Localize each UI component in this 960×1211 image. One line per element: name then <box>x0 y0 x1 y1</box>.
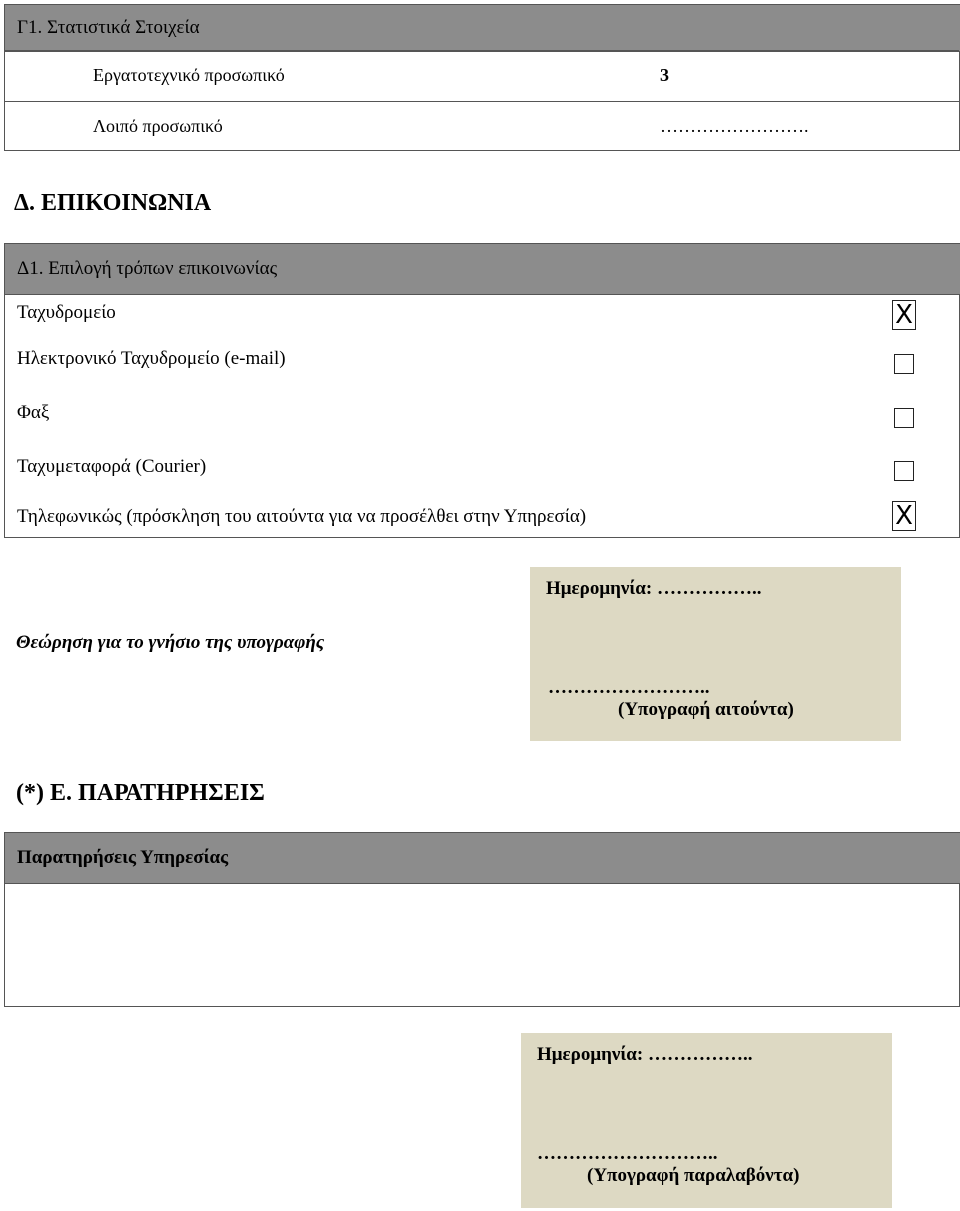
section-d-title: Δ. ΕΠΙΚΟΙΝΩΝΙΑ <box>14 190 212 216</box>
communication-options-table <box>4 243 960 538</box>
checkbox-courier[interactable] <box>894 461 914 481</box>
section-e-title: (*) Ε. ΠΑΡΑΤΗΡΗΣΕΙΣ <box>16 780 265 806</box>
option-label-post: Ταχυδρομείο <box>17 302 116 323</box>
signature-caption: (Υπογραφή παραλαβόντα) <box>587 1165 800 1186</box>
option-label-courier: Ταχυμεταφορά (Courier) <box>17 456 207 477</box>
checkbox-fax[interactable] <box>894 408 914 428</box>
date-field[interactable]: Ημερομηνία: …………….. <box>546 578 762 599</box>
row-value: ……………………. <box>660 116 809 136</box>
signature-validation-label: Θεώρηση για το γνήσιο της υπογραφής <box>16 632 325 653</box>
row-value: 3 <box>660 65 669 85</box>
remarks-box <box>4 832 960 1007</box>
remarks-field[interactable] <box>5 883 959 1006</box>
applicant-signature-box <box>530 567 901 741</box>
row-label: Λοιπό προσωπικό <box>93 116 223 136</box>
statistics-header: Γ1. Στατιστικά Στοιχεία <box>4 4 960 52</box>
checkbox-email[interactable] <box>894 354 914 374</box>
option-label-fax: Φαξ <box>17 402 50 423</box>
receiver-signature-box <box>521 1033 892 1208</box>
date-field[interactable]: Ημερομηνία: …………….. <box>537 1044 753 1065</box>
table-row <box>5 50 959 102</box>
table-row <box>5 101 959 153</box>
row-label: Εργατοτεχνικό προσωπικό <box>93 65 285 85</box>
checkbox-phone[interactable]: X <box>892 501 916 531</box>
statistics-table <box>4 4 960 151</box>
signature-line[interactable]: …………………….. <box>548 677 710 698</box>
remarks-header: Παρατηρήσεις Υπηρεσίας <box>4 832 960 884</box>
option-label-email: Ηλεκτρονικό Ταχυδρομείο (e-mail) <box>17 348 286 369</box>
option-label-phone: Τηλεφωνικώς (πρόσκληση του αιτούντα για να προσέλθει στην Υπηρεσία) <box>17 506 587 527</box>
signature-line[interactable]: ……………………….. <box>537 1143 718 1164</box>
checkbox-post[interactable]: X <box>892 300 916 330</box>
communication-header: Δ1. Επιλογή τρόπων επικοινωνίας <box>4 243 960 295</box>
signature-caption: (Υπογραφή αιτούντα) <box>618 699 794 720</box>
